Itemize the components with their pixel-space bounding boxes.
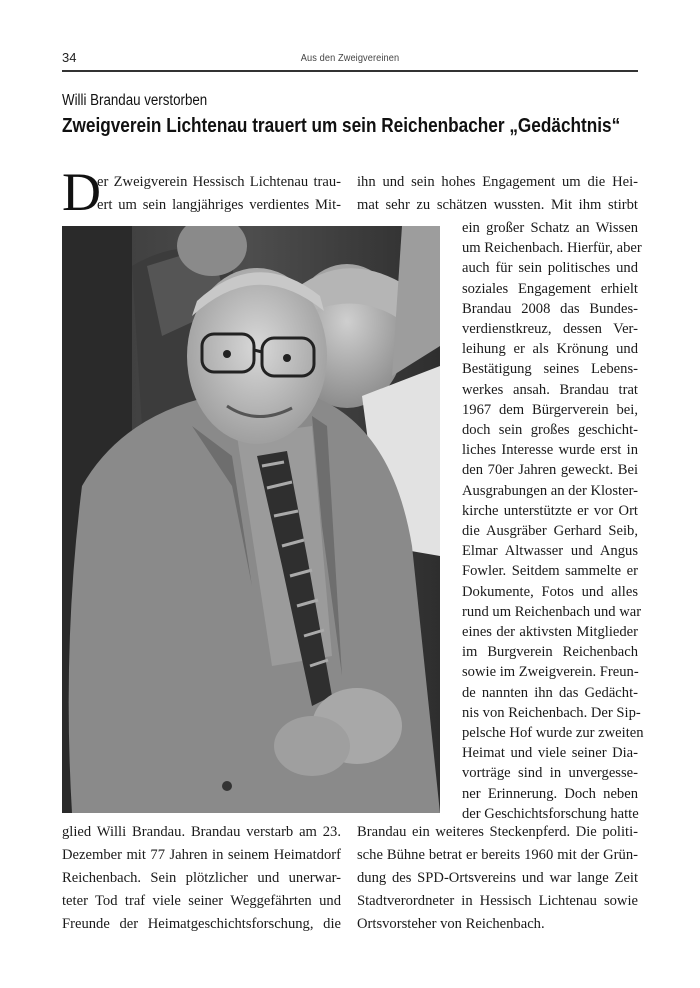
body-line: rund um Reichenbach und war bbox=[462, 603, 642, 620]
portrait-photo bbox=[62, 226, 440, 813]
body-line: auch für sein politisches und bbox=[462, 260, 638, 277]
body-line: pelsche Hof wurde zur zweiten bbox=[462, 725, 644, 741]
body-line: ihn und sein hohes Engagement um die Hei- bbox=[357, 174, 638, 190]
section-title: Aus den Zweigvereinen bbox=[300, 52, 400, 64]
page-number: 34 bbox=[62, 50, 77, 65]
body-line: Fowler. Seitdem sammelte er bbox=[462, 563, 638, 580]
body-line: ert um sein langjähriges verdientes Mit- bbox=[97, 197, 341, 213]
article-kicker: Willi Brandau verstorben bbox=[62, 92, 208, 109]
body-line: de nannten ihn das Gedächt- bbox=[462, 684, 638, 701]
body-line: sche Bühne betrat er bereits 1960 mit der Grün- bbox=[357, 847, 638, 863]
body-line: der Geschichtsforschung hatte bbox=[462, 805, 639, 822]
photo-image bbox=[62, 226, 440, 813]
body-line: Heimat und viele seiner Dia- bbox=[462, 745, 638, 762]
body-line: ner Erinnerung. Doch neben bbox=[462, 785, 638, 802]
body-line: Ausgrabungen an der Kloster- bbox=[462, 482, 638, 499]
body-line: um Reichenbach. Hierfür, aber bbox=[462, 240, 642, 257]
body-line: im Burgverein Reichenbach bbox=[462, 644, 638, 661]
body-line: mat sehr zu schätzen wussten. Mit ihm stirbt bbox=[357, 197, 638, 213]
body-line: Brandau 2008 das Bundes- bbox=[462, 300, 638, 317]
body-line: vorträge sind in unvergesse- bbox=[462, 765, 638, 782]
body-line: dung des SPD-Ortsvereins und war lange Zeit bbox=[357, 870, 638, 886]
body-line: kirche unterstützte er vor Ort bbox=[462, 502, 638, 519]
body-line: glied Willi Brandau. Brandau verstarb am 23. bbox=[62, 824, 341, 840]
header-rule bbox=[62, 70, 638, 72]
body-line: er Zweigverein Hessisch Lichtenau trau- bbox=[97, 174, 341, 190]
body-line: doch sein großes geschicht- bbox=[462, 422, 638, 438]
body-line: 1967 dem Bürgerverein bei, bbox=[462, 401, 638, 418]
body-line: Stadtverordneter in Hessisch Lichtenau sowie bbox=[357, 893, 638, 909]
body-line: werkes ansah. Brandau trat bbox=[462, 381, 638, 398]
body-line: sowie im Zweigverein. Freun- bbox=[462, 664, 639, 681]
body-line: verdienstkreuz, dessen Ver- bbox=[462, 321, 638, 337]
body-line: die Ausgräber Gerhard Seib, bbox=[462, 523, 638, 539]
body-line: Brandau ein weiteres Steckenpferd. Die politi- bbox=[357, 824, 638, 840]
body-line: den 70er Jahren geweckt. Bei bbox=[462, 462, 638, 479]
body-line: Freunde der Heimatgeschichtsforschung, die bbox=[62, 916, 341, 932]
running-header bbox=[62, 50, 638, 70]
body-line: Dezember mit 77 Jahren in seinem Heimatdorf bbox=[62, 847, 341, 863]
article-headline: Zweigverein Lichtenau trauert um sein Reichenbacher „Gedächtnis“ bbox=[62, 115, 621, 137]
body-line: Bestätigung seines Lebens- bbox=[462, 361, 638, 378]
body-line: Dokumente, Fotos und alles bbox=[462, 583, 638, 600]
body-line: Elmar Altwasser und Angus bbox=[462, 543, 638, 560]
body-line: Ortsvorsteher von Reichenbach. bbox=[357, 916, 545, 932]
body-line: leihung er als Krönung und bbox=[462, 341, 638, 358]
body-line: nis von Reichenbach. Der Sip- bbox=[462, 704, 641, 721]
body-line: eines der aktivsten Mitglieder bbox=[462, 624, 638, 640]
body-line: Reichenbach. Sein plötzlicher und unerwar- bbox=[62, 870, 341, 886]
body-line: teter Tod traf viele seiner Weggefährten und bbox=[62, 893, 341, 909]
body-line: soziales Engagement erhielt bbox=[462, 280, 638, 297]
drop-cap: D bbox=[62, 162, 101, 222]
body-line: ein großer Schatz an Wissen bbox=[462, 220, 638, 236]
body-line: liches Interesse wurde erst in bbox=[462, 442, 638, 459]
